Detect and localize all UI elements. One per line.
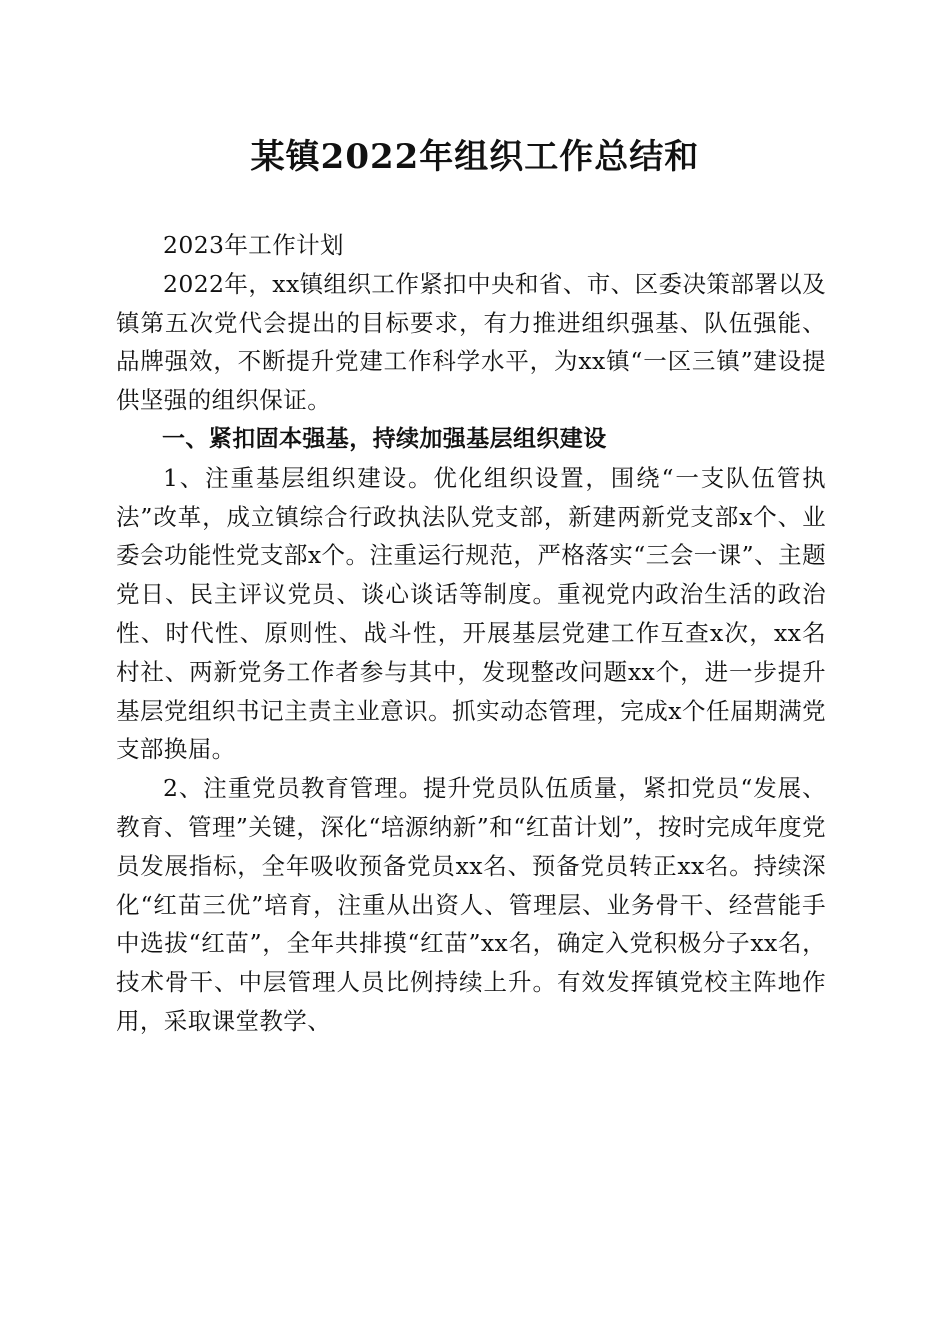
paragraph-subtitle: 2023年工作计划	[163, 231, 344, 259]
document-title: 某镇2022年组织工作总结和	[250, 137, 700, 177]
document-body	[116, 226, 826, 1041]
paragraph-intro: 2022年，xx镇组织工作紧扣中央和省、市、区委决策部署以及镇第五次党代会提出的目标要求，有力推进组织强基、队伍强能、品牌强效，不断提升党建工作科学水平，为xx镇“一区三镇”建设提供坚强的组织保证。	[116, 269, 826, 415]
section-heading-1: 一、紧扣固本强基，持续加强基层组织建设	[162, 425, 607, 452]
paragraph-item-1: 1、注重基层组织建设。优化组织设置，围绕“一支队伍管执法”改革，成立镇综合行政执法队党支部，新建两新党支部x个、业委会功能性党支部x个。注重运行规范，严格落实“三会一课”、主题党日、民主评议党员、谈心谈话等制度。重视党内政治生活的政治性、时代性、原则性、战斗性，开展基层党建工作互查x次，xx名村社、两新党务工作者参与其中，发现整改问题xx个，进一步提升基层党组织书记主责主业意识。抓实动态管理，完成x个任届期满党支部换届。	[116, 463, 826, 764]
paragraph-item-2: 2、注重党员教育管理。提升党员队伍质量，紧扣党员“发展、教育、管理”关键，深化“培源纳新”和“红苗计划”，按时完成年度党员发展指标，全年吸收预备党员xx名、预备党员转正xx名。持续深化“红苗三优”培育，注重从出资人、管理层、业务骨干、经营能手中选拔“红苗”，全年共排摸“红苗”xx名，确定入党积极分子xx名，技术骨干、中层管理人员比例持续上升。有效发挥镇党校主阵地作用，采取课堂教学、	[116, 774, 826, 1035]
